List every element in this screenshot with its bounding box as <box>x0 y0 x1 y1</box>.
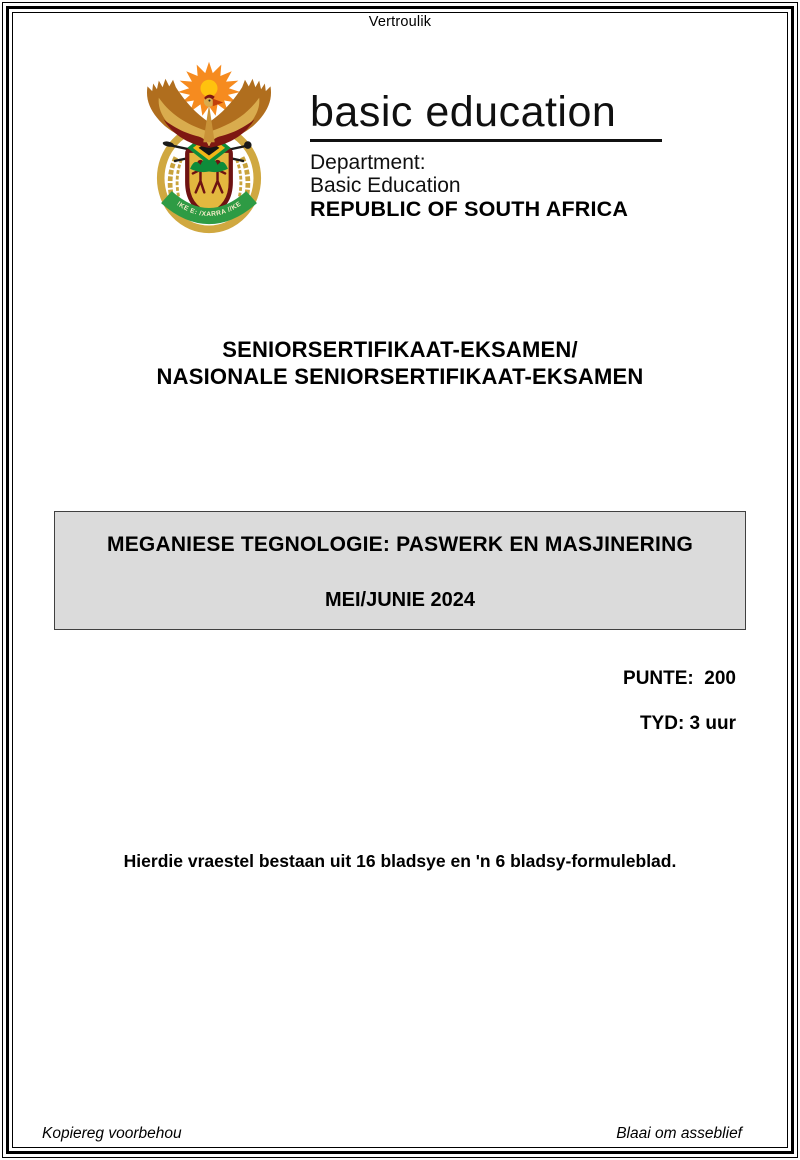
subject-name: MEGANIESE TEGNOLOGIE: PASWERK EN MASJINERING <box>107 533 693 556</box>
exam-title-line1: SENIORSERTIFIKAAT-EKSAMEN/ <box>222 337 578 362</box>
brand-title: basic education <box>310 88 617 136</box>
exam-title <box>0 336 800 390</box>
subject-box <box>54 511 746 630</box>
time-allowed: TYD: 3 uur <box>639 713 736 734</box>
copyright-note: Kopiereg voorbehou <box>42 1125 182 1142</box>
marks-block <box>623 668 736 735</box>
footer <box>42 1125 742 1143</box>
emblem-motto: !KE E: /XARRA //KE <box>175 200 243 219</box>
dept-name: Basic Education <box>310 174 461 197</box>
south-africa-coat-of-arms-icon <box>138 58 280 234</box>
turn-over-note: Blaai om asseblief <box>616 1125 742 1142</box>
coat-of-arms-logo <box>138 58 280 234</box>
country-name: REPUBLIC OF SOUTH AFRICA <box>310 197 629 221</box>
exam-session: MEI/JUNIE 2024 <box>324 589 476 611</box>
page-count-note: Hierdie vraestel bestaan uit 16 bladsye en 'n 6 bladsy-formuleblad. <box>123 851 677 871</box>
department-wordmark <box>310 90 662 221</box>
brand-underline <box>310 139 662 142</box>
confidential-label: Vertroulik <box>368 14 432 30</box>
exam-title-line2: NASIONALE SENIORSERTIFIKAAT-EKSAMEN <box>156 364 644 389</box>
dept-label: Department: <box>310 151 426 174</box>
marks-total: PUNTE: 200 <box>623 668 736 689</box>
